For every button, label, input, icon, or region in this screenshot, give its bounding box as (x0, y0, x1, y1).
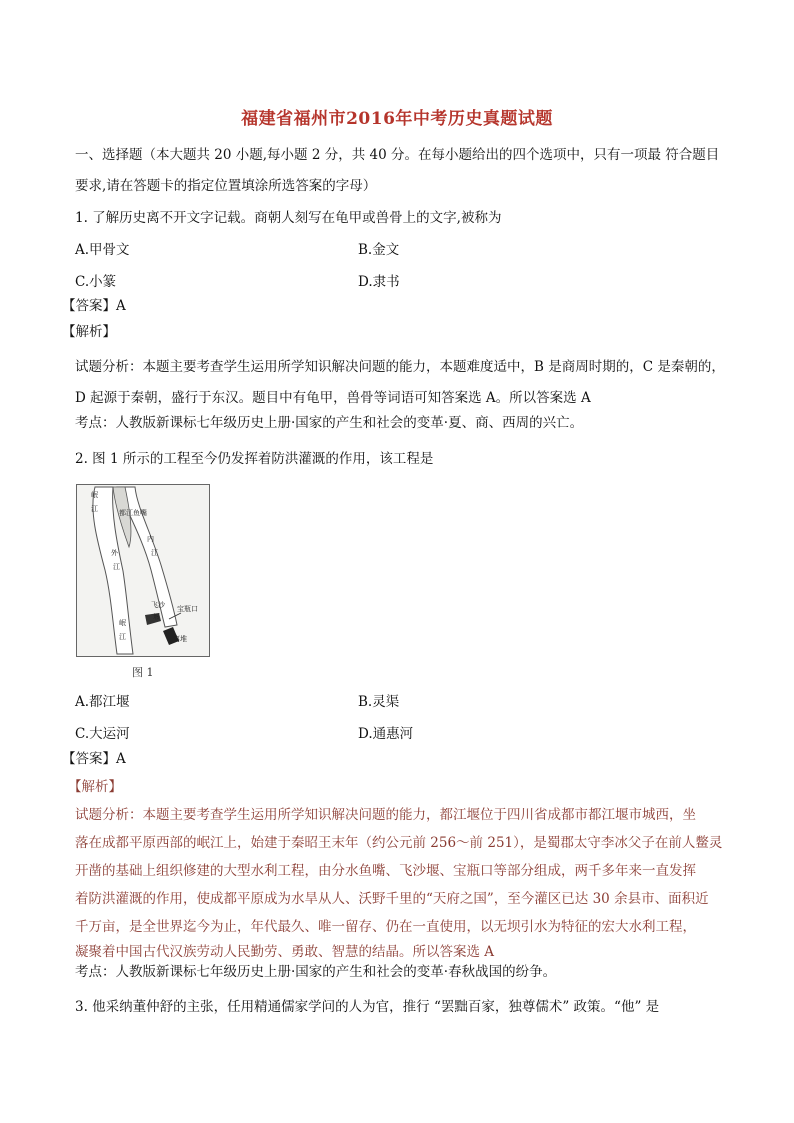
q2-answer: 【答案】A (62, 751, 126, 767)
map-label-min-bottom: 岷 (119, 619, 126, 627)
section-header-line1: 一、选择题（本大题共 20 小题,每小题 2 分，共 40 分。在每小题给出的四个选项中，只有一项最 符合题目 (75, 147, 720, 163)
q2-analysis-line: 凝聚着中国古代汉族劳动人民勤劳、勇敢、智慧的结晶。所以答案选 A (75, 944, 495, 960)
q1-point: 考点：人教版新课标七年级历史上册·国家的产生和社会的变革·夏、商、西周的兴亡。 (75, 415, 584, 431)
q1-option-a: A.甲骨文 (75, 242, 130, 258)
q2-analysis-line: 开凿的基础上组织修建的大型水利工程，由分水鱼嘴、飞沙堰、宝瓶口等部分组成，两千多年来一直发挥 (75, 863, 696, 879)
page-title: 福建省福州市2016年中考历史真题试题 (241, 109, 553, 129)
dujiangyan-map (77, 485, 209, 656)
map-label-feisha: 飞沙 (151, 601, 165, 609)
q1-analysis-label: 【解析】 (62, 324, 116, 340)
q1-option-d: D.隶书 (358, 274, 400, 290)
q2-analysis-line: 落在成都平原西部的岷江上，始建于秦昭王末年（约公元前 256～前 251），是蜀郡太守李冰父子在前人鳖灵 (75, 835, 723, 851)
q2-analysis-label: 【解析】 (68, 779, 122, 795)
map-label-jiang-bottom: 江 (119, 633, 126, 641)
map-label-nei-jiang: 江 (151, 549, 158, 557)
map-label-feisha-weir: 堰 (153, 613, 160, 621)
q2-option-d: D.通惠河 (358, 726, 414, 742)
map-label-jiang-top: 江 (91, 505, 98, 513)
q2-analysis-line: 千万亩，是全世界迄今为止，年代最久、唯一留存、仍在一直使用，以无坝引水为特征的宏大水利工程， (75, 919, 696, 935)
dujiangyan-map-figure (76, 484, 210, 657)
map-label-dujiang-fish-mouth: 都江鱼嘴 (119, 509, 147, 517)
q2-analysis-line: 着防洪灌溉的作用，使成都平原成为水旱从人、沃野千里的“天府之国”，至今灌区已达 30 余县市、面积近 (75, 891, 709, 907)
q2-stem: 2. 图 1 所示的工程至今仍发挥着防洪灌溉的作用，该工程是 (75, 451, 434, 467)
q1-option-c: C.小篆 (75, 274, 117, 290)
q1-analysis-line2: D 起源于秦朝，盛行于东汉。题目中有龟甲，兽骨等词语可知答案选 A。所以答案选 A (75, 390, 591, 406)
q1-option-b: B.金文 (358, 242, 400, 258)
map-label-wai-jiang: 江 (113, 563, 120, 571)
map-label-wai: 外 (111, 549, 118, 557)
q2-point: 考点：人教版新课标七年级历史上册·国家的产生和社会的变革·春秋战国的纷争。 (75, 964, 557, 980)
q2-analysis-line: 试题分析：本题主要考查学生运用所学知识解决问题的能力，都江堰位于四川省成都市都江堰市城西，坐 (75, 807, 696, 823)
q2-option-c: C.大运河 (75, 726, 130, 742)
figure-caption: 图 1 (132, 666, 154, 679)
q1-analysis-line1: 试题分析：本题主要考查学生运用所学知识解决问题的能力，本题难度适中，B 是商周时期的，C 是秦朝的， (75, 359, 725, 375)
q1-answer: 【答案】A (62, 298, 126, 314)
q3-stem: 3. 他采纳董仲舒的主张，任用精通儒家学问的人为官，推行 “罢黜百家，独尊儒术” 政策。“他” 是 (75, 999, 660, 1015)
map-label-nei: 内 (147, 535, 154, 543)
map-label-lidui: 离堆 (173, 635, 187, 643)
map-label-baoping-mouth: 宝瓶口 (177, 605, 198, 613)
q1-stem: 1. 了解历史离不开文字记载。商朝人刻写在龟甲或兽骨上的文字,被称为 (75, 210, 502, 226)
q2-option-a: A.都江堰 (75, 694, 130, 710)
q2-option-b: B.灵渠 (358, 694, 400, 710)
map-label-min-top: 岷 (91, 491, 98, 499)
section-header-line2: 要求,请在答题卡的指定位置填涂所选答案的字母） (75, 178, 377, 194)
